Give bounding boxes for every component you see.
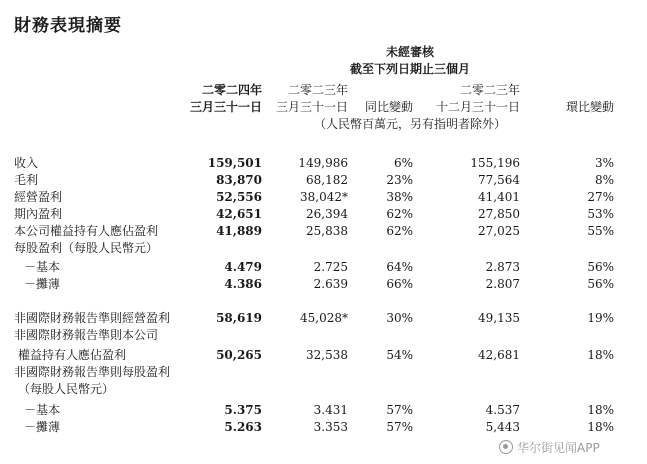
row-label: （每股人民幣元） xyxy=(18,382,115,396)
header-col1-year: 二零二四年 xyxy=(201,83,262,97)
row-label: 非國際財務報告準則每股盈利 xyxy=(14,365,171,379)
cell-v5: 56% xyxy=(587,260,614,274)
cell-v2: 45,028* xyxy=(300,311,348,325)
watermark xyxy=(495,437,604,457)
table-row xyxy=(0,347,647,364)
cell-v4: 49,135 xyxy=(478,311,520,325)
header-col3: 同比變動 xyxy=(364,100,413,114)
row-label: －基本 xyxy=(24,260,61,274)
table-row xyxy=(0,276,647,293)
cell-v1: 50,265 xyxy=(216,348,262,362)
cell-v2: 38,042* xyxy=(300,190,348,204)
table-row xyxy=(0,155,647,172)
header-col2-year: 二零二三年 xyxy=(287,83,348,97)
table-row xyxy=(0,419,647,436)
cell-v3: 6% xyxy=(393,156,413,170)
cell-v3: 57% xyxy=(386,403,413,417)
cell-v2: 149,986 xyxy=(298,156,348,170)
cell-v5: 3% xyxy=(594,156,614,170)
cell-v5: 53% xyxy=(587,207,614,221)
cell-v3: 62% xyxy=(386,207,413,221)
cell-v4: 27,850 xyxy=(478,207,520,221)
cell-v2: 68,182 xyxy=(306,173,348,187)
header-col4-year: 二零二三年 xyxy=(459,83,520,97)
cell-v5: 18% xyxy=(587,420,614,434)
table-row xyxy=(0,310,647,327)
cell-v5: 55% xyxy=(587,224,614,238)
table-row xyxy=(0,206,647,223)
cell-v3: 64% xyxy=(386,260,413,274)
cell-v1: 83,870 xyxy=(216,173,262,187)
table-row xyxy=(0,223,647,240)
cell-v4: 4.537 xyxy=(485,403,520,417)
cell-v1: 5.375 xyxy=(224,403,262,417)
page-title: 財務表現摘要 xyxy=(14,16,122,36)
cell-v4: 2.807 xyxy=(485,277,520,291)
header-col2-date: 三月三十一日 xyxy=(275,100,348,114)
row-label: 毛利 xyxy=(14,173,39,187)
row-label: 經營盈利 xyxy=(14,190,63,204)
cell-v4: 41,401 xyxy=(478,190,520,204)
cell-v1: 42,651 xyxy=(216,207,262,221)
cell-v3: 66% xyxy=(386,277,413,291)
header-period: 截至下列日期止三個月 xyxy=(349,62,470,76)
cell-v1: 4.386 xyxy=(224,277,262,291)
header-col1-date: 三月三十一日 xyxy=(189,100,262,114)
cell-v2: 3.431 xyxy=(313,403,348,417)
table-row xyxy=(0,259,647,276)
cell-v1: 159,501 xyxy=(207,156,262,170)
row-label: 期內盈利 xyxy=(14,207,63,221)
cell-v1: 5.263 xyxy=(224,420,262,434)
header-col4-date: 十二月三十一日 xyxy=(435,100,520,114)
table-row xyxy=(0,402,647,419)
table-row xyxy=(0,381,647,398)
cell-v2: 2.639 xyxy=(313,277,348,291)
watermark-text: 华尔街见闻APP xyxy=(517,440,600,455)
row-label: －基本 xyxy=(24,403,61,417)
row-label: 非國際財務報告準則經營盈利 xyxy=(14,311,171,325)
header-unit-note: （人民幣百萬元，另有指明者除外） xyxy=(313,117,506,131)
cell-v3: 38% xyxy=(386,190,413,204)
table-row xyxy=(0,240,647,257)
cell-v5: 18% xyxy=(587,403,614,417)
table-row xyxy=(0,172,647,189)
table-row xyxy=(0,189,647,206)
cell-v5: 27% xyxy=(587,190,614,204)
cell-v4: 2.873 xyxy=(485,260,520,274)
cell-v4: 42,681 xyxy=(478,348,520,362)
cell-v3: 54% xyxy=(386,348,413,362)
row-label: 權益持有人應佔盈利 xyxy=(18,348,127,362)
row-label: 每股盈利（每股人民幣元） xyxy=(14,241,159,255)
row-label: 非國際財務報告準則本公司 xyxy=(14,328,159,342)
weibo-icon xyxy=(499,440,513,454)
cell-v3: 62% xyxy=(386,224,413,238)
cell-v5: 56% xyxy=(587,277,614,291)
row-label: －攤薄 xyxy=(24,420,61,434)
cell-v4: 27,025 xyxy=(478,224,520,238)
cell-v2: 3.353 xyxy=(313,420,348,434)
cell-v2: 25,838 xyxy=(306,224,348,238)
cell-v2: 2.725 xyxy=(313,260,348,274)
row-label: 收入 xyxy=(14,156,39,170)
cell-v1: 58,619 xyxy=(216,311,262,325)
cell-v3: 23% xyxy=(386,173,413,187)
header-col5: 環比變動 xyxy=(565,100,614,114)
cell-v5: 8% xyxy=(594,173,614,187)
table-row xyxy=(0,327,647,344)
cell-v2: 26,394 xyxy=(306,207,348,221)
row-label: －攤薄 xyxy=(24,277,61,291)
cell-v4: 5,443 xyxy=(485,420,520,434)
row-label: 本公司權益持有人應佔盈利 xyxy=(14,224,159,238)
header-unaudited: 未經審核 xyxy=(385,45,434,59)
cell-v3: 30% xyxy=(386,311,413,325)
cell-v4: 77,564 xyxy=(478,173,520,187)
cell-v5: 19% xyxy=(587,311,614,325)
cell-v1: 52,556 xyxy=(216,190,262,204)
cell-v4: 155,196 xyxy=(470,156,520,170)
cell-v3: 57% xyxy=(386,420,413,434)
cell-v1: 4.479 xyxy=(224,260,262,274)
table-row xyxy=(0,364,647,381)
cell-v1: 41,889 xyxy=(216,224,262,238)
cell-v2: 32,538 xyxy=(306,348,348,362)
cell-v5: 18% xyxy=(587,348,614,362)
